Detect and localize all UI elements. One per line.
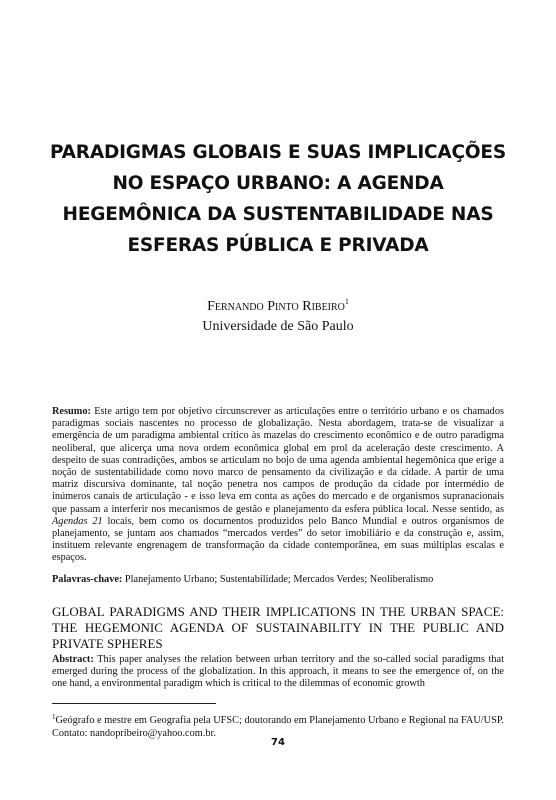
abstract-en-label: Abstract:: [52, 654, 94, 665]
abstract-english: [52, 654, 504, 691]
page-number: 74: [271, 737, 285, 748]
keywords-text: Planejamento Urbano; Sustentabilidade; Mercados Verdes; Neoliberalismo: [122, 574, 434, 585]
author-block: [0, 292, 556, 337]
abstract-pt-text-after: locais, bem como os documentos produzidos pelo Banco Mundial e outros organismos de planejamento, se juntam aos chamados “mercados verdes” do setor imobiliário e da construção e, assim, instituem relevante engrenagem de transformação da cidade contemporânea, em suas múltiplas escalas e espaços.: [52, 515, 504, 564]
abstract-pt-italic-term: Agendas 21: [52, 515, 103, 527]
abstract-pt-label: Resumo:: [52, 406, 91, 417]
author-footnote-mark: 1: [344, 297, 349, 306]
english-title: GLOBAL PARADIGMS AND THEIR IMPLICATIONS IN THE URBAN SPACE: THE HEGEMONIC AGENDA OF SUSTAINABILITY IN THE PUBLIC AND PRIVATE SPHERES: [52, 604, 504, 651]
keywords-label: Palavras-chave:: [52, 574, 123, 585]
author-affiliation: Universidade de São Paulo: [202, 319, 354, 334]
abstract-portuguese: [52, 406, 504, 565]
abstract-pt-text: Este artigo tem por objetivo circunscrever as articulações entre o território urbano e os chamados paradigmas sociais nascentes no processo de globalização. Nesta abordagem, trata-se de visualizar a emergência de um paradigma ambiental crítico às mazelas do crescimento econômico e de outro paradigma neoliberal, que alicerça uma nova ordem econômica global em prol da aceleração deste crescimento. A despeito de suas contradições, ambos se articulam no bojo de uma agenda ambiental hegemônica que erige a noção de sustentabilidade como novo marco de pensamento da civilização e da cidade. A partir de uma matriz discursiva dominante, tal noção penetra nos campos de produção da cidade por intermédio de inúmeros canais de articulação - e isso leva em conta as ações do mercado e de organismos supranacionais que passam a interferir nos mecanismos de gestão e planejamento da esfera pública local. Nesse sentido, as: [52, 406, 504, 515]
abstract-en-text: This paper analyses the relation between urban territory and the so-called social paradigms that emerged during the process of the globalization. In this approach, it means to see the emergence of, on the one hand, a environmental paradigm which is critical to the dilemmas of economic growth: [52, 654, 504, 690]
footnote-divider: [52, 703, 216, 704]
author-line: [0, 292, 556, 317]
footnote: [52, 711, 504, 740]
keywords: [52, 574, 504, 586]
footnote-text: Geógrafo e mestre em Geografia pela UFSC; doutorando em Planejamento Urbano e Regional na FAU/USP. Contato: nandopribeiro@yahoo.com.br.: [52, 715, 504, 739]
footnote-mark: 1: [52, 713, 56, 721]
author-name: Fernando Pinto Ribeiro: [207, 299, 345, 314]
paper-title: PARADIGMAS GLOBAIS E SUAS IMPLICAÇÕES NO ESPAÇO URBANO: A AGENDA HEGEMÔNICA DA SUSTENTABILIDADE NAS ESFERAS PÚBLICA E PRIVADA: [50, 142, 506, 256]
